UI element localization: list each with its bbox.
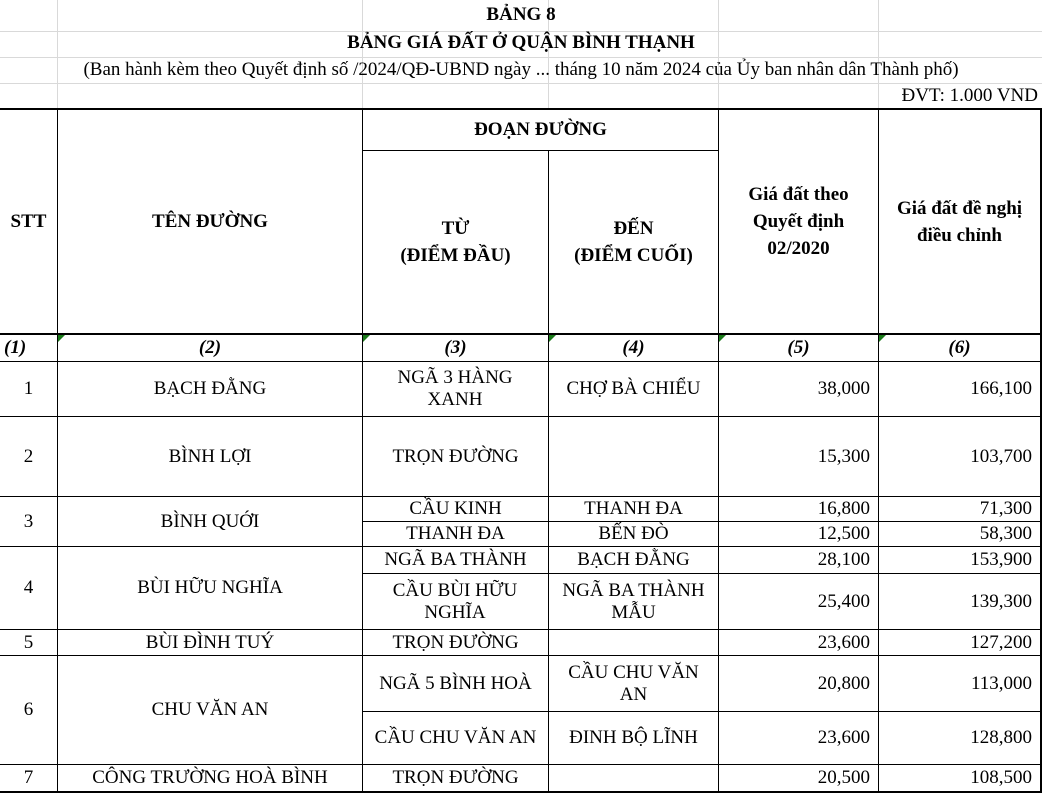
row-4-stt: 4: [23, 577, 34, 598]
cell-marker: [879, 335, 886, 342]
col-index-6: (6): [948, 337, 971, 358]
row-5-seg-1-to: [549, 630, 718, 655]
row-3-name: BÌNH QUỚI: [160, 510, 260, 532]
row-4-seg-2-new: 139,300: [970, 590, 1032, 612]
row-6-seg-2-from: CẦU CHU VĂN AN: [374, 727, 537, 748]
row-6-seg-1-from: NGÃ 5 BÌNH HOÀ: [379, 672, 532, 694]
row-1-stt: 1: [23, 378, 34, 399]
row-3-seg-1-to: THANH ĐA: [584, 498, 683, 519]
page-title: BẢNG GIÁ ĐẤT Ở QUẬN BÌNH THẠNH: [347, 32, 695, 53]
cell-marker: [719, 335, 726, 342]
col-index-3: (3): [444, 337, 467, 358]
row-4-name: BÙI HỮU NGHĨA: [137, 577, 283, 598]
cell-marker: [549, 335, 556, 342]
row-5-seg-1-new: 127,200: [970, 631, 1032, 653]
row-2-seg-1-old: 15,300: [817, 445, 870, 467]
row-3-seg-1-new: 71,300: [979, 498, 1032, 519]
row-6-seg-2-new: 128,800: [970, 727, 1032, 748]
header-tu: [363, 151, 548, 333]
header-stt: STT: [10, 210, 47, 232]
row-7-seg-1-new: 108,500: [970, 767, 1032, 788]
header-den-line1: ĐẾN: [613, 218, 654, 239]
header-gia-dn-line1: Giá đất đề nghị: [896, 197, 1023, 219]
row-3-seg-2-from: THANH ĐA: [406, 523, 505, 544]
row-4-seg-1-old: 28,100: [817, 549, 870, 570]
header-den: [549, 151, 718, 333]
row-2-seg-1-new: 103,700: [970, 445, 1032, 467]
row-6-name: CHU VĂN AN: [151, 699, 269, 720]
row-4-seg-2-to: NGÃ BA THÀNH MẪU: [562, 579, 705, 623]
row-4-seg-1-from: NGÃ BA THÀNH: [384, 549, 527, 570]
header-tu-line2: (ĐIỂM ĐẦU): [400, 245, 511, 266]
row-6-seg-1-old: 20,800: [817, 672, 870, 694]
header-tu-line1: TỪ: [441, 218, 470, 239]
row-3-seg-2-to: BẾN ĐÒ: [598, 523, 669, 544]
row-7-seg-1-to: [549, 765, 718, 791]
row-7-seg-1-from: TRỌN ĐƯỜNG: [392, 767, 519, 788]
col-index-4: (4): [622, 337, 645, 358]
row-7-stt: 7: [23, 767, 34, 788]
header-gia-qd-line2: Quyết định: [752, 211, 845, 232]
row-5-stt: 5: [23, 631, 34, 653]
row-2-seg-1-from: TRỌN ĐƯỜNG: [392, 445, 519, 467]
cell-marker: [58, 335, 65, 342]
row-5-seg-1-from: TRỌN ĐƯỜNG: [392, 631, 519, 653]
row-6-seg-1-new: 113,000: [970, 672, 1032, 694]
header-doan-duong: ĐOẠN ĐƯỜNG: [474, 119, 607, 140]
header-gia-dn-line2: điều chỉnh: [916, 224, 1002, 246]
table-number: BẢNG 8: [486, 4, 556, 25]
row-1-seg-1-from: NGÃ 3 HÀNG XANH: [397, 367, 513, 410]
header-gia-qd-line1: Giá đất theo: [748, 184, 849, 205]
header-den-line2: (ĐIỂM CUỐI): [574, 245, 693, 266]
row-5-seg-1-old: 23,600: [817, 631, 870, 653]
header-gia-de-nghi: [879, 110, 1040, 333]
row-3-seg-2-new: 58,300: [979, 523, 1032, 544]
row-1-seg-1-old: 38,000: [817, 378, 870, 399]
subtitle: (Ban hành kèm theo Quyết định số /2024/QĐ-UBND ngày ... tháng 10 năm 2024 của Ủy ban nhân dân Thành phố): [83, 59, 959, 80]
cell-marker: [363, 335, 370, 342]
row-4-seg-2-from: CẦU BÙI HỮU NGHĨA: [392, 579, 518, 623]
unit-label: ĐVT: 1.000 VND: [901, 85, 1038, 106]
col-index-1: (1): [4, 337, 27, 358]
header-gia-quyet-dinh: [719, 110, 878, 333]
row-2-name: BÌNH LỢI: [168, 445, 252, 467]
col-index-2: (2): [198, 337, 222, 358]
row-5-name: BÙI ĐÌNH TUÝ: [145, 631, 275, 653]
row-1-seg-1-to: CHỢ BÀ CHIỂU: [566, 378, 701, 399]
header-ten-duong: TÊN ĐƯỜNG: [152, 210, 268, 232]
row-1-name: BẠCH ĐẰNG: [153, 378, 267, 399]
row-3-stt: 3: [23, 510, 34, 532]
row-6-seg-2-to: ĐINH BỘ LĨNH: [569, 727, 698, 748]
header-gia-qd-line3: 02/2020: [767, 238, 830, 259]
row-6-stt: 6: [23, 699, 34, 720]
row-7-name: CÔNG TRƯỜNG HOÀ BÌNH: [92, 767, 328, 788]
col-index-5: (5): [787, 337, 810, 358]
row-7-seg-1-old: 20,500: [817, 767, 870, 788]
row-2-seg-1-to: [549, 417, 718, 496]
row-4-seg-1-to: BẠCH ĐẰNG: [577, 549, 690, 570]
row-3-seg-2-old: 12,500: [817, 523, 870, 544]
row-4-seg-2-old: 25,400: [817, 590, 870, 612]
row-2-stt: 2: [23, 445, 34, 467]
row-6-seg-2-old: 23,600: [817, 727, 870, 748]
row-3-seg-1-old: 16,800: [817, 498, 870, 519]
row-4-seg-1-new: 153,900: [970, 549, 1032, 570]
row-1-seg-1-new: 166,100: [970, 378, 1032, 399]
row-3-seg-1-from: CẦU KINH: [409, 498, 502, 519]
row-6-seg-1-to: CẦU CHU VĂN AN: [568, 661, 699, 705]
